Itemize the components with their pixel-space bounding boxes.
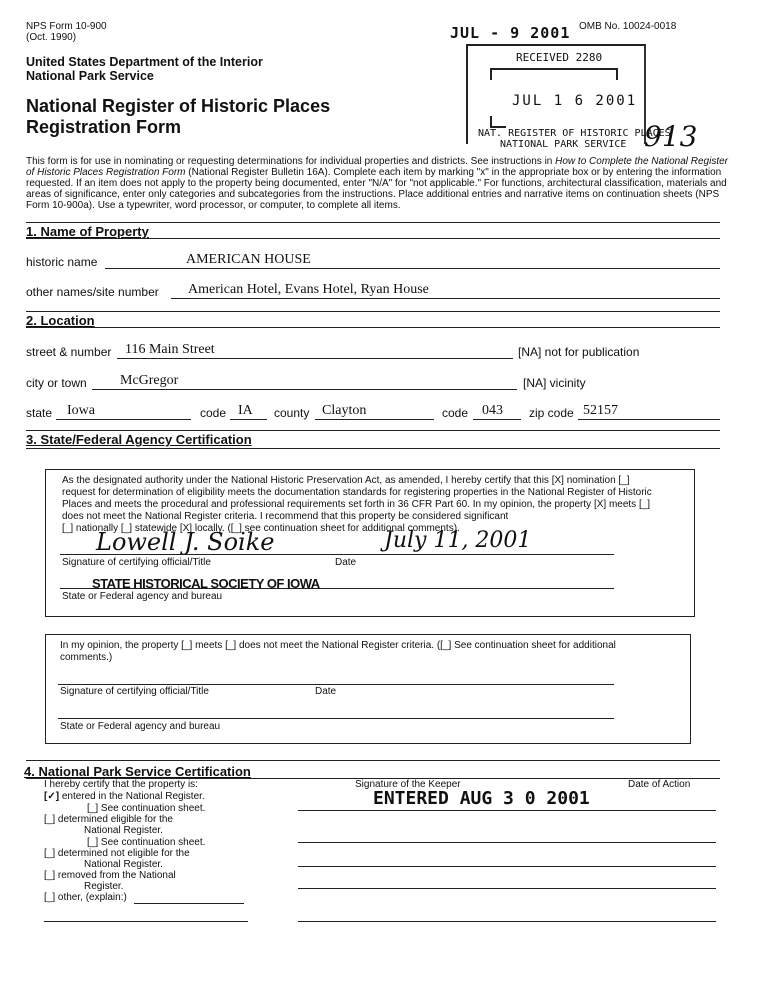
- state-value[interactable]: Iowa: [67, 403, 95, 418]
- option-removed-cont: Register.: [84, 881, 124, 892]
- received-stamp-date: JUL 1 6 2001: [512, 93, 638, 109]
- field-line: [134, 903, 244, 904]
- certification-text-5: [_] nationally [_] statewide [X] locally. ([_] see continuation sheet for additional comments).: [62, 523, 460, 534]
- option-eligible-continuation[interactable]: [_] See continuation sheet.: [87, 837, 206, 848]
- field-line: [171, 298, 720, 299]
- field-line: [105, 268, 720, 269]
- option-eligible[interactable]: [_] determined eligible for the: [44, 814, 173, 825]
- intro-text: This form is for use in nominating or requesting determinations for individual properties and districts. See instructions in: [26, 156, 556, 167]
- keeper-line: [298, 866, 716, 867]
- opinion-text-2: comments.): [60, 652, 113, 663]
- other-names-label: other names/site number: [26, 285, 159, 299]
- rule: [26, 222, 720, 223]
- city-label: city or town: [26, 376, 87, 390]
- date-label: Date: [315, 686, 337, 697]
- intro-text: (National Register Bulletin 16A). Complete each item by marking "x" in the appropriate box or by entering the information: [185, 167, 722, 178]
- checkbox-checked[interactable]: [✓]: [44, 791, 60, 802]
- rule: [26, 311, 720, 312]
- service-name: National Park Service: [26, 69, 154, 83]
- option-entered-label: entered in the National Register.: [61, 791, 205, 802]
- certify-text: I hereby certify that the property is:: [44, 779, 198, 790]
- received-stamp-text: RECEIVED 2280: [516, 51, 603, 64]
- county-code-label: code: [442, 406, 469, 420]
- city-value[interactable]: McGregor: [120, 373, 179, 388]
- handwritten-date: July 11, 2001: [384, 528, 532, 553]
- date-of-action-label: Date of Action: [628, 779, 691, 790]
- handwritten-code: 913: [644, 120, 698, 153]
- field-line: [230, 419, 267, 420]
- field-line: [60, 554, 614, 555]
- commenting-official-box: [45, 634, 691, 744]
- option-not-eligible[interactable]: [_] determined not eligible for the: [44, 848, 190, 859]
- other-names-value[interactable]: American Hotel, Evans Hotel, Ryan House: [188, 282, 429, 297]
- keeper-line: [298, 842, 716, 843]
- signature-label: Signature of certifying official/Title: [62, 557, 211, 568]
- keeper-line: [298, 921, 716, 922]
- certification-text-1: As the designated authority under the National Historic Preservation Act, as amended, I hereby certify that this [X] nomination [_]: [62, 475, 630, 486]
- field-line: [117, 358, 513, 359]
- date-label: Date: [335, 557, 357, 568]
- state-certification-box: [45, 469, 695, 617]
- option-not-eligible-cont: National Register.: [84, 859, 163, 870]
- historic-name-label: historic name: [26, 255, 98, 269]
- rule: [26, 430, 720, 431]
- field-line: [578, 419, 720, 420]
- zip-value[interactable]: 52157: [583, 403, 618, 418]
- intro-line-5: Form 10-900a). Use a typewriter, word processor, or computer, to complete all items.: [26, 200, 401, 211]
- rule: [26, 760, 720, 761]
- intro-line-4: areas of significance, enter only categories and subcategories from the instructions. Place additional entries and narrative items on continuation sheets (NPS: [26, 189, 720, 200]
- form-date: (Oct. 1990): [26, 32, 77, 43]
- intro-line-3: requested. If an item does not apply to the property being documented, enter "N/A" for "not applicable." For functions, architectural classification, materials and: [26, 178, 727, 189]
- form-subtitle: Registration Form: [26, 117, 182, 137]
- nat-park-stamp: NATIONAL PARK SERVICE: [500, 139, 627, 150]
- field-line: [44, 921, 248, 922]
- keeper-line: [298, 810, 716, 811]
- section-4-title: 4. National Park Service Certification: [24, 764, 251, 779]
- section-2-title: 2. Location: [26, 313, 95, 328]
- option-removed[interactable]: [_] removed from the National: [44, 870, 176, 881]
- field-line: [473, 419, 521, 420]
- stamp-bracket-bottom: [490, 116, 506, 128]
- rule: [26, 238, 720, 239]
- field-line: [60, 588, 614, 589]
- rule: [26, 327, 720, 328]
- agency-label: State or Federal agency and bureau: [60, 721, 221, 732]
- not-for-publication[interactable]: [NA] not for publication: [518, 345, 640, 359]
- zip-label: zip code: [529, 406, 574, 420]
- street-value[interactable]: 116 Main Street: [125, 342, 215, 357]
- stamp-bracket: [490, 68, 618, 80]
- intro-italic: of Historic Places Registration Form: [26, 167, 186, 178]
- handwritten-signature: Lowell J. Soike: [96, 528, 275, 556]
- field-line: [56, 419, 191, 420]
- field-line: [58, 684, 614, 685]
- omb-number: OMB No. 10024-0018: [579, 21, 677, 32]
- section-3-title: 3. State/Federal Agency Certification: [26, 432, 252, 447]
- nat-register-stamp: NAT. REGISTER OF HISTORIC PLACES: [478, 128, 671, 139]
- department-name: United States Department of the Interior: [26, 55, 263, 69]
- keeper-label: Signature of the Keeper: [355, 779, 461, 790]
- agency-label: State or Federal agency and bureau: [62, 591, 223, 602]
- rule: [26, 448, 720, 449]
- received-date-stamp: JUL - 9 2001: [450, 24, 571, 42]
- option-other[interactable]: [_] other, (explain:): [44, 892, 127, 903]
- county-code-value[interactable]: 043: [482, 403, 503, 418]
- vicinity[interactable]: [NA] vicinity: [523, 376, 586, 390]
- historic-name-value[interactable]: AMERICAN HOUSE: [186, 252, 311, 267]
- entered-stamp: ENTERED AUG 3 0 2001: [373, 788, 590, 809]
- certification-text-4: does not meet the National Register criteria. I recommend that this property be considered significant: [62, 511, 509, 522]
- keeper-line: [298, 888, 716, 889]
- field-line: [315, 419, 434, 420]
- field-line: [92, 389, 517, 390]
- county-value[interactable]: Clayton: [322, 403, 367, 418]
- field-line: [58, 718, 614, 719]
- certification-text-3: Places and meets the procedural and professional requirements set forth in 36 CFR Part 60. In my opinion, the property [X] meets [_]: [62, 499, 651, 510]
- signature-label: Signature of certifying official/Title: [60, 686, 209, 697]
- intro-line-1: [26, 156, 728, 167]
- option-entered-continuation[interactable]: [_] See continuation sheet.: [87, 803, 206, 814]
- street-label: street & number: [26, 345, 112, 359]
- state-label: state: [26, 406, 53, 420]
- intro-line-2: [26, 167, 721, 178]
- state-code-value[interactable]: IA: [238, 403, 253, 418]
- form-number: NPS Form 10-900: [26, 21, 107, 32]
- county-label: county: [274, 406, 310, 420]
- option-entered[interactable]: [44, 791, 205, 802]
- certification-text-2: request for determination of eligibility meets the documentation standards for registering properties in the National Register of Historic: [62, 487, 652, 498]
- opinion-text-1: In my opinion, the property [_] meets [_] does not meet the National Register criteria. ([_] See continuation sheet for additional: [60, 640, 616, 651]
- option-eligible-cont: National Register.: [84, 825, 163, 836]
- agency-stamp: STATE HISTORICAL SOCIETY OF IOWA: [92, 576, 320, 591]
- state-code-label: code: [200, 406, 227, 420]
- form-title: National Register of Historic Places: [26, 96, 331, 116]
- intro-italic: How to Complete the National Register: [555, 156, 729, 167]
- section-1-title: 1. Name of Property: [26, 224, 149, 239]
